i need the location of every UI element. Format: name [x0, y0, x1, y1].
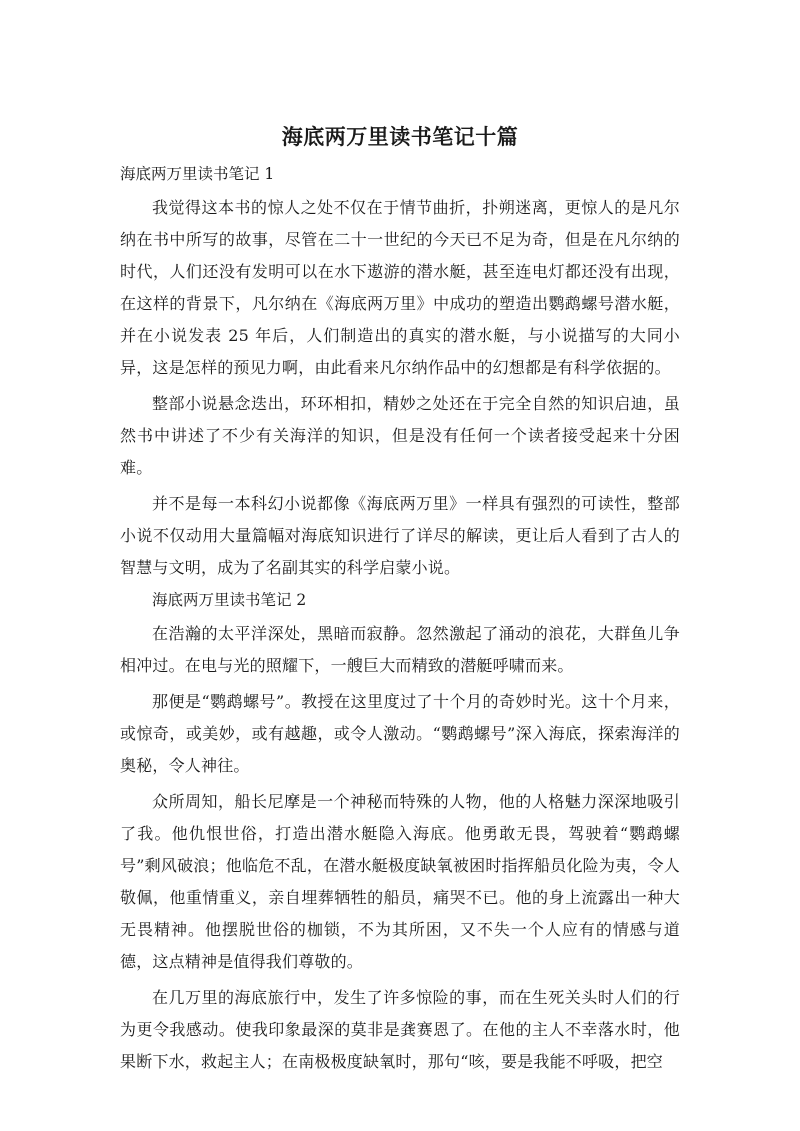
paragraph: 众所周知，船长尼摩是一个神秘而特殊的人物，他的人格魅力深深地吸引了我。他仇恨世俗，打造出潜水艇隐入海底。他勇敢无畏，驾驶着“鹦鹉螺号”剩风破浪；他临危不乱，在潜水艇极度缺氧被困时指挥船员化险为夷，令人敬佩，他重情重义，亲自埋葬牺牲的船员，痛哭不已。他的身上流露出一种大无畏精神。他摆脱世俗的枷锁，不为其所困，又不失一个人应有的情感与道德，这点精神是值得我们尊敬的。: [120, 792, 680, 971]
document-title: 海底两万里读书笔记十篇: [281, 125, 519, 149]
section-heading-2: 海底两万里读书笔记 2: [152, 591, 307, 609]
paragraph: 在浩瀚的太平洋深处，黑暗而寂静。忽然激起了涌动的浪花，大群鱼儿争相冲过。在电与光的照耀下，一艘巨大而精致的潜艇呼啸而来。: [120, 624, 680, 675]
paragraph: 那便是“鹦鹉螺号”。教授在这里度过了十个月的奇妙时光。这十个月来，或惊奇，或美妙，或有越趣，或令人激动。“鹦鹉螺号”深入海底，探索海洋的奥秘，令人神往。: [120, 692, 680, 775]
paragraph: 在几万里的海底旅行中，发生了许多惊险的事，而在生死关头时人们的行为更令我感动。使我印象最深的莫非是龚赛恩了。在他的主人不幸落水时，他果断下水，救起主人；在南极极度缺氧时，那句“咳，要是我能不呼吸，把空: [120, 988, 680, 1071]
paragraph: 并不是每一本科幻小说都像《海底两万里》一样具有强烈的可读性，整部小说不仅动用大量篇幅对海底知识进行了详尽的解读，更让后人看到了古人的智慧与文明，成为了名副其实的科学启蒙小说。: [120, 494, 680, 577]
section-heading-1: 海底两万里读书笔记 1: [120, 165, 275, 183]
paragraph: 我觉得这本书的惊人之处不仅在于情节曲折，扑朔迷离，更惊人的是凡尔纳在书中所写的故事，尽管在二十一世纪的今天已不足为奇，但是在凡尔纳的时代，人们还没有发明可以在水下遨游的潜水艇，甚至连电灯都还没有出现，在这样的背景下，凡尔纳在《海底两万里》中成功的塑造出鹦鹉螺号潜水艇，并在小说发表 25 年后，人们制造出的真实的潜水艇，与小说描写的大同小异，这是怎样的预见力啊，由此看来凡尔纳作品中的幻想都是有科学依据的。: [120, 198, 680, 377]
paragraph: 整部小说悬念迭出，环环相扣，精妙之处还在于完全自然的知识启迪，虽然书中讲述了不少有关海洋的知识，但是没有任何一个读者接受起来十分困难。: [120, 394, 680, 477]
